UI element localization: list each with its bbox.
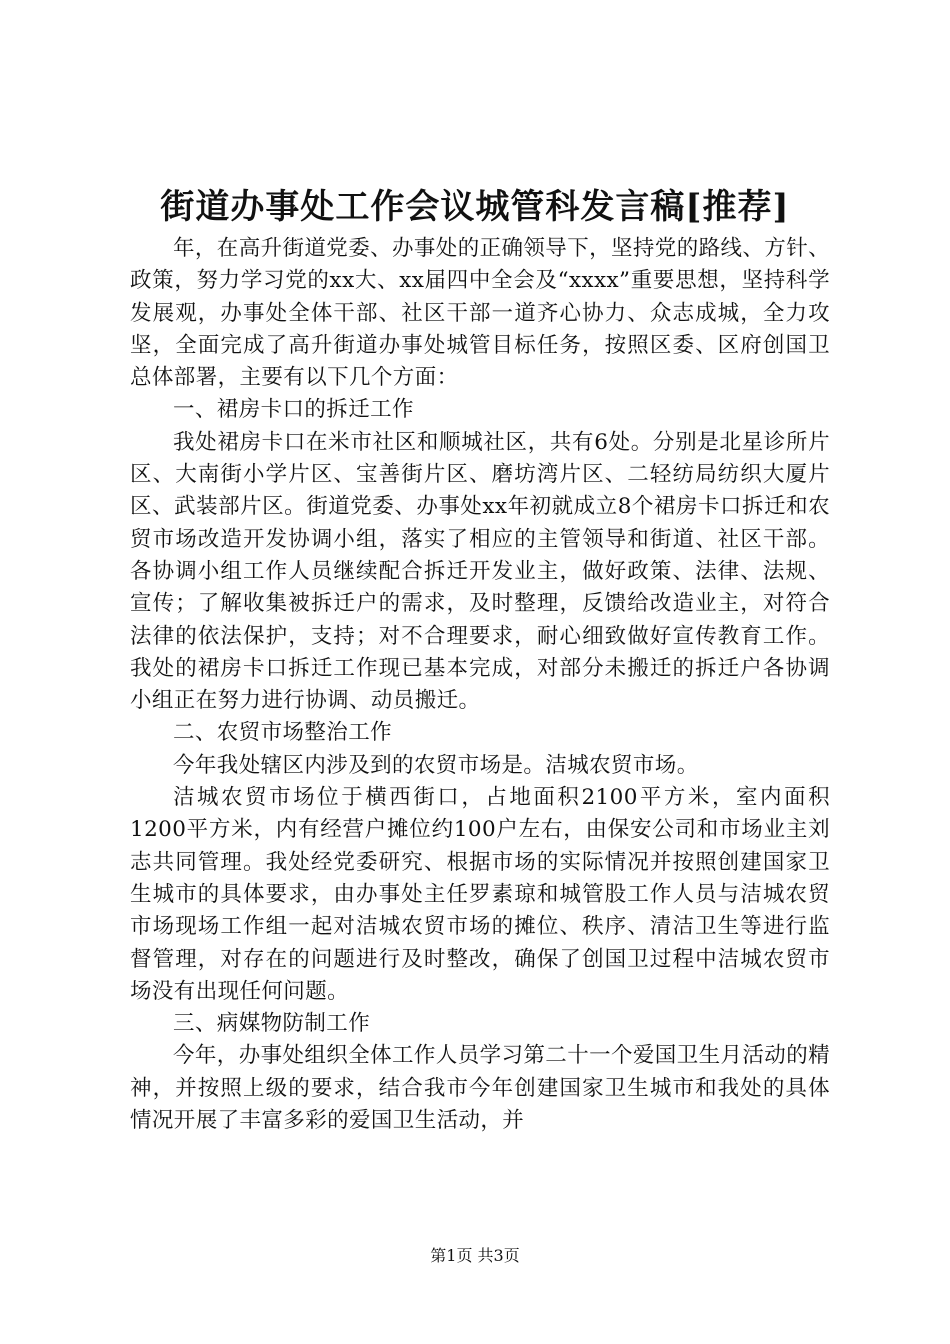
paragraph-section-2b: 洁城农贸市场位于横西街口，占地面积2100平方米，室内面积1200平方米，内有经营户摊位约100户左右，由保安公司和市场业主刘志共同管理。我处经党委研究、根据市场的实际情况并按照创建国家卫生城市的具体要求，由办事处主任罗素琼和城管股工作人员与洁城农贸市场现场工作组一起对洁城农贸市场的摊位、秩序、清洁卫生等进行监督管理，对存在的问题进行及时整改，确保了创国卫过程中洁城农贸市场没有出现任何问题。 xyxy=(130,785,830,1004)
section-heading-1: 一、裙房卡口的拆迁工作 xyxy=(173,397,414,423)
paragraph-section-3: 今年，办事处组织全体工作人员学习第二十一个爱国卫生月活动的精神，并按照上级的要求，结合我市今年创建国家卫生城市和我处的具体情况开展了丰富多彩的爱国卫生活动，并 xyxy=(130,1043,831,1134)
section-heading-3: 三、病媒物防制工作 xyxy=(173,1011,371,1037)
page-footer: 第1页 共3页 xyxy=(430,1246,520,1265)
document-body xyxy=(130,233,830,1137)
paragraph-intro: 年，在高升街道党委、办事处的正确领导下，坚持党的路线、方针、政策，努力学习党的xx大、xx届四中全会及“xxxx”重要思想，坚持科学发展观，办事处全体干部、社区干部一道齐心协力、众志成城，全力攻坚，全面完成了高升街道办事处城管目标任务，按照区委、区府创国卫总体部署，主要有以下几个方面： xyxy=(130,236,831,391)
paragraph-section-2a: 今年我处辖区内涉及到的农贸市场是。洁城农贸市场。 xyxy=(173,752,699,778)
section-heading-2: 二、农贸市场整治工作 xyxy=(173,720,393,746)
document-title: 街道办事处工作会议城管科发言稿[推荐] xyxy=(160,187,790,227)
paragraph-section-1: 我处裙房卡口在米市社区和顺城社区，共有6处。分别是北星诊所片区、大南街小学片区、宝善街片区、磨坊湾片区、二轻纺局纺织大厦片区、武装部片区。街道党委、办事处xx年初就成立8个裙房卡口拆迁和农贸市场改造开发协调小组，落实了相应的主管领导和街道、社区干部。各协调小组工作人员继续配合拆迁开发业主，做好政策、法律、法规、宣传；了解收集被拆迁户的需求，及时整理，反馈给改造业主，对符合法律的依法保护，支持；对不合理要求，耐心细致做好宣传教育工作。我处的裙房卡口拆迁工作现已基本完成，对部分未搬迁的拆迁户各协调小组正在努力进行协调、动员搬迁。 xyxy=(130,429,830,714)
